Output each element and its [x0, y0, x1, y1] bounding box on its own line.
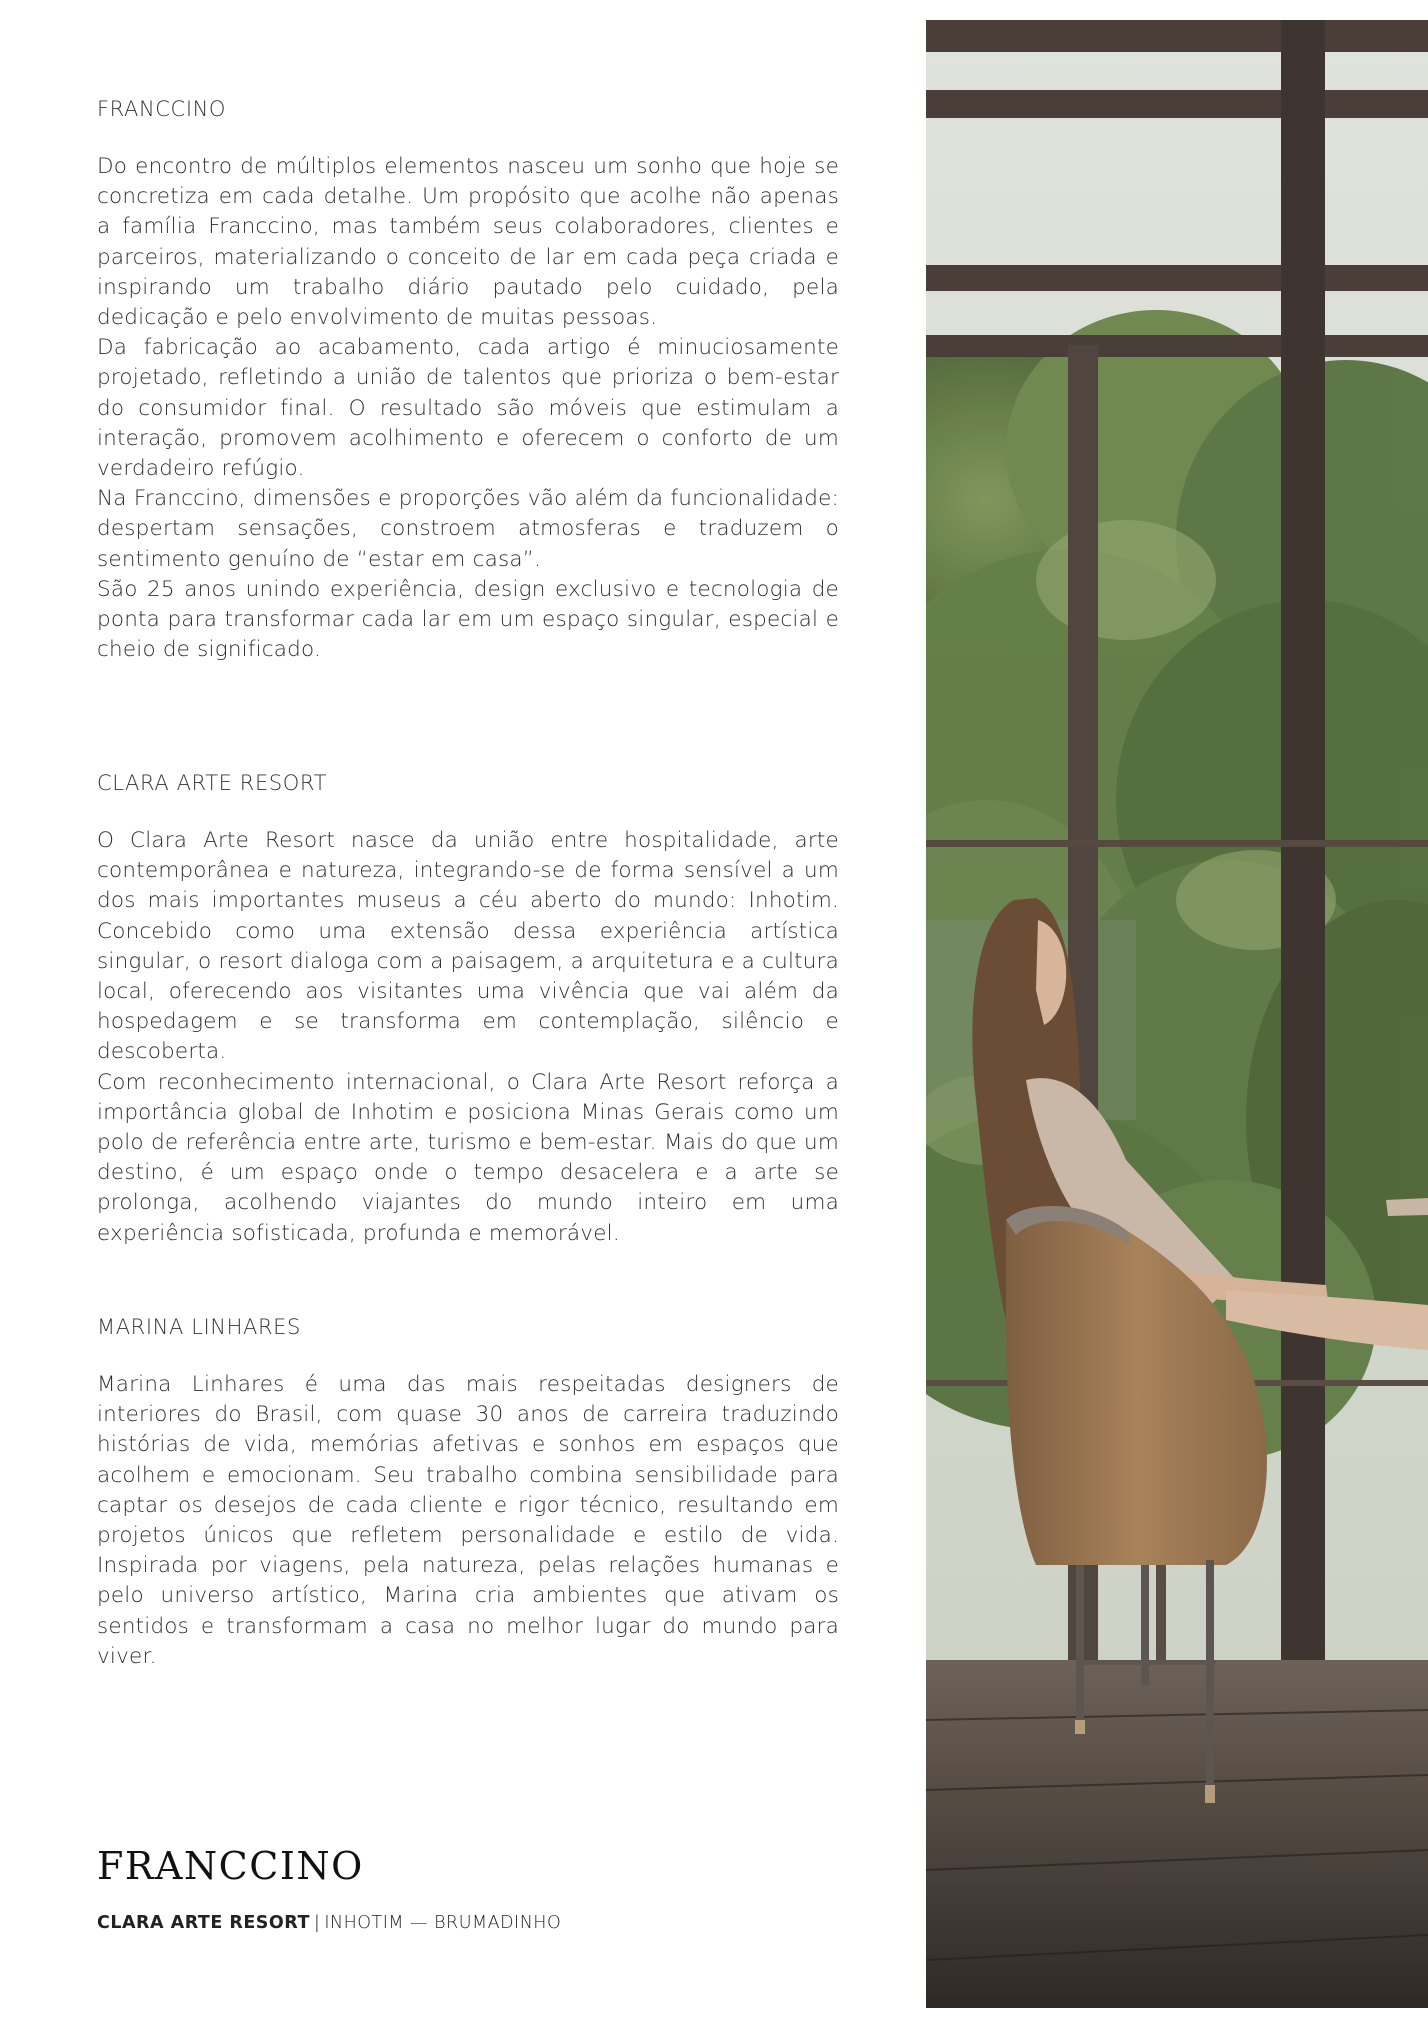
resort-photo	[926, 20, 1428, 2008]
separator: |	[313, 1913, 321, 1933]
section-title: CLARA ARTE RESORT	[97, 771, 328, 795]
paragraph: Marina Linhares é uma das mais respeitadas designers de interiores do Brasil, com quase 30 anos de carreira traduzindo histórias de vida, memórias afetivas e sonhos em espaços que acolhem e emocionam. Seu trabalho combina sensibilidade para captar os desejos de cada cliente e rigor técnico, resultando em projetos únicos que refletem personalidade e estilo de vida. Inspirada por viagens, pela natureza, pelas relações humanas e pelo universo artístico, Marina cria ambientes que ativam os sentidos e transformam a casa no melhor lugar do mundo para viver.	[97, 1372, 839, 1669]
section-franccino	[97, 96, 839, 665]
location-caption	[97, 1912, 561, 1934]
paragraph: Com reconhecimento internacional, o Clara Arte Resort reforça a importância global de Inhotim e posiciona Minas Gerais como um polo de referência entre arte, turismo e bem-estar. Mais do que um destino, é um espaço onde o tempo desacelera e a arte se prolonga, acolhendo viajantes do mundo inteiro em uma experiência sofisticada, profunda e memorável.	[97, 1069, 839, 1246]
franccino-logo: FRANCCINO	[97, 1844, 364, 1888]
resort-name: CLARA ARTE RESORT	[97, 1913, 310, 1933]
section-clara-arte-resort	[97, 770, 839, 1249]
paragraph: São 25 anos unindo experiência, design exclusivo e tecnologia de ponta para transformar cada lar em um espaço singular, especial e cheio de significado.	[97, 576, 839, 663]
paragraph: O Clara Arte Resort nasce da união entre hospitalidade, arte contemporânea e natureza, integrando-se de forma sensível a um dos mais importantes museus a céu aberto do mundo: Inhotim. Concebido como uma extensão dessa experiência artística singular, o resort dialoga com a paisagem, a arquitetura e a cultura local, oferecendo aos visitantes uma vivência que vai além da hospedagem e se transforma em contemplação, silêncio e descoberta.	[97, 828, 839, 1065]
section-marina-linhares	[97, 1314, 839, 1672]
section-title: MARINA LINHARES	[97, 1315, 301, 1339]
paragraph: Do encontro de múltiplos elementos nasceu um sonho que hoje se concretiza em cada detalhe. Um propósito que acolhe não apenas a família Franccino, mas também seus colaboradores, clientes e parceiros, materializando o conceito de lar em cada peça criada e inspirando um trabalho diário pautado pelo cuidado, pela dedicação e pelo envolvimento de muitas pessoas.	[97, 154, 839, 331]
location-name: INHOTIM — BRUMADINHO	[324, 1913, 562, 1933]
section-title: FRANCCINO	[97, 97, 227, 121]
paragraph: Da fabricação ao acabamento, cada artigo é minuciosamente projetado, refletindo a união de talentos que prioriza o bem-estar do consumidor final. O resultado são móveis que estimulam a interação, promovem acolhimento e oferecem o conforto de um verdadeiro refúgio.	[97, 335, 839, 482]
paragraph: Na Franccino, dimensões e proporções vão além da funcionalidade: despertam sensações, constroem atmosferas e traduzem o sentimento genuíno de “estar em casa”.	[97, 486, 839, 572]
